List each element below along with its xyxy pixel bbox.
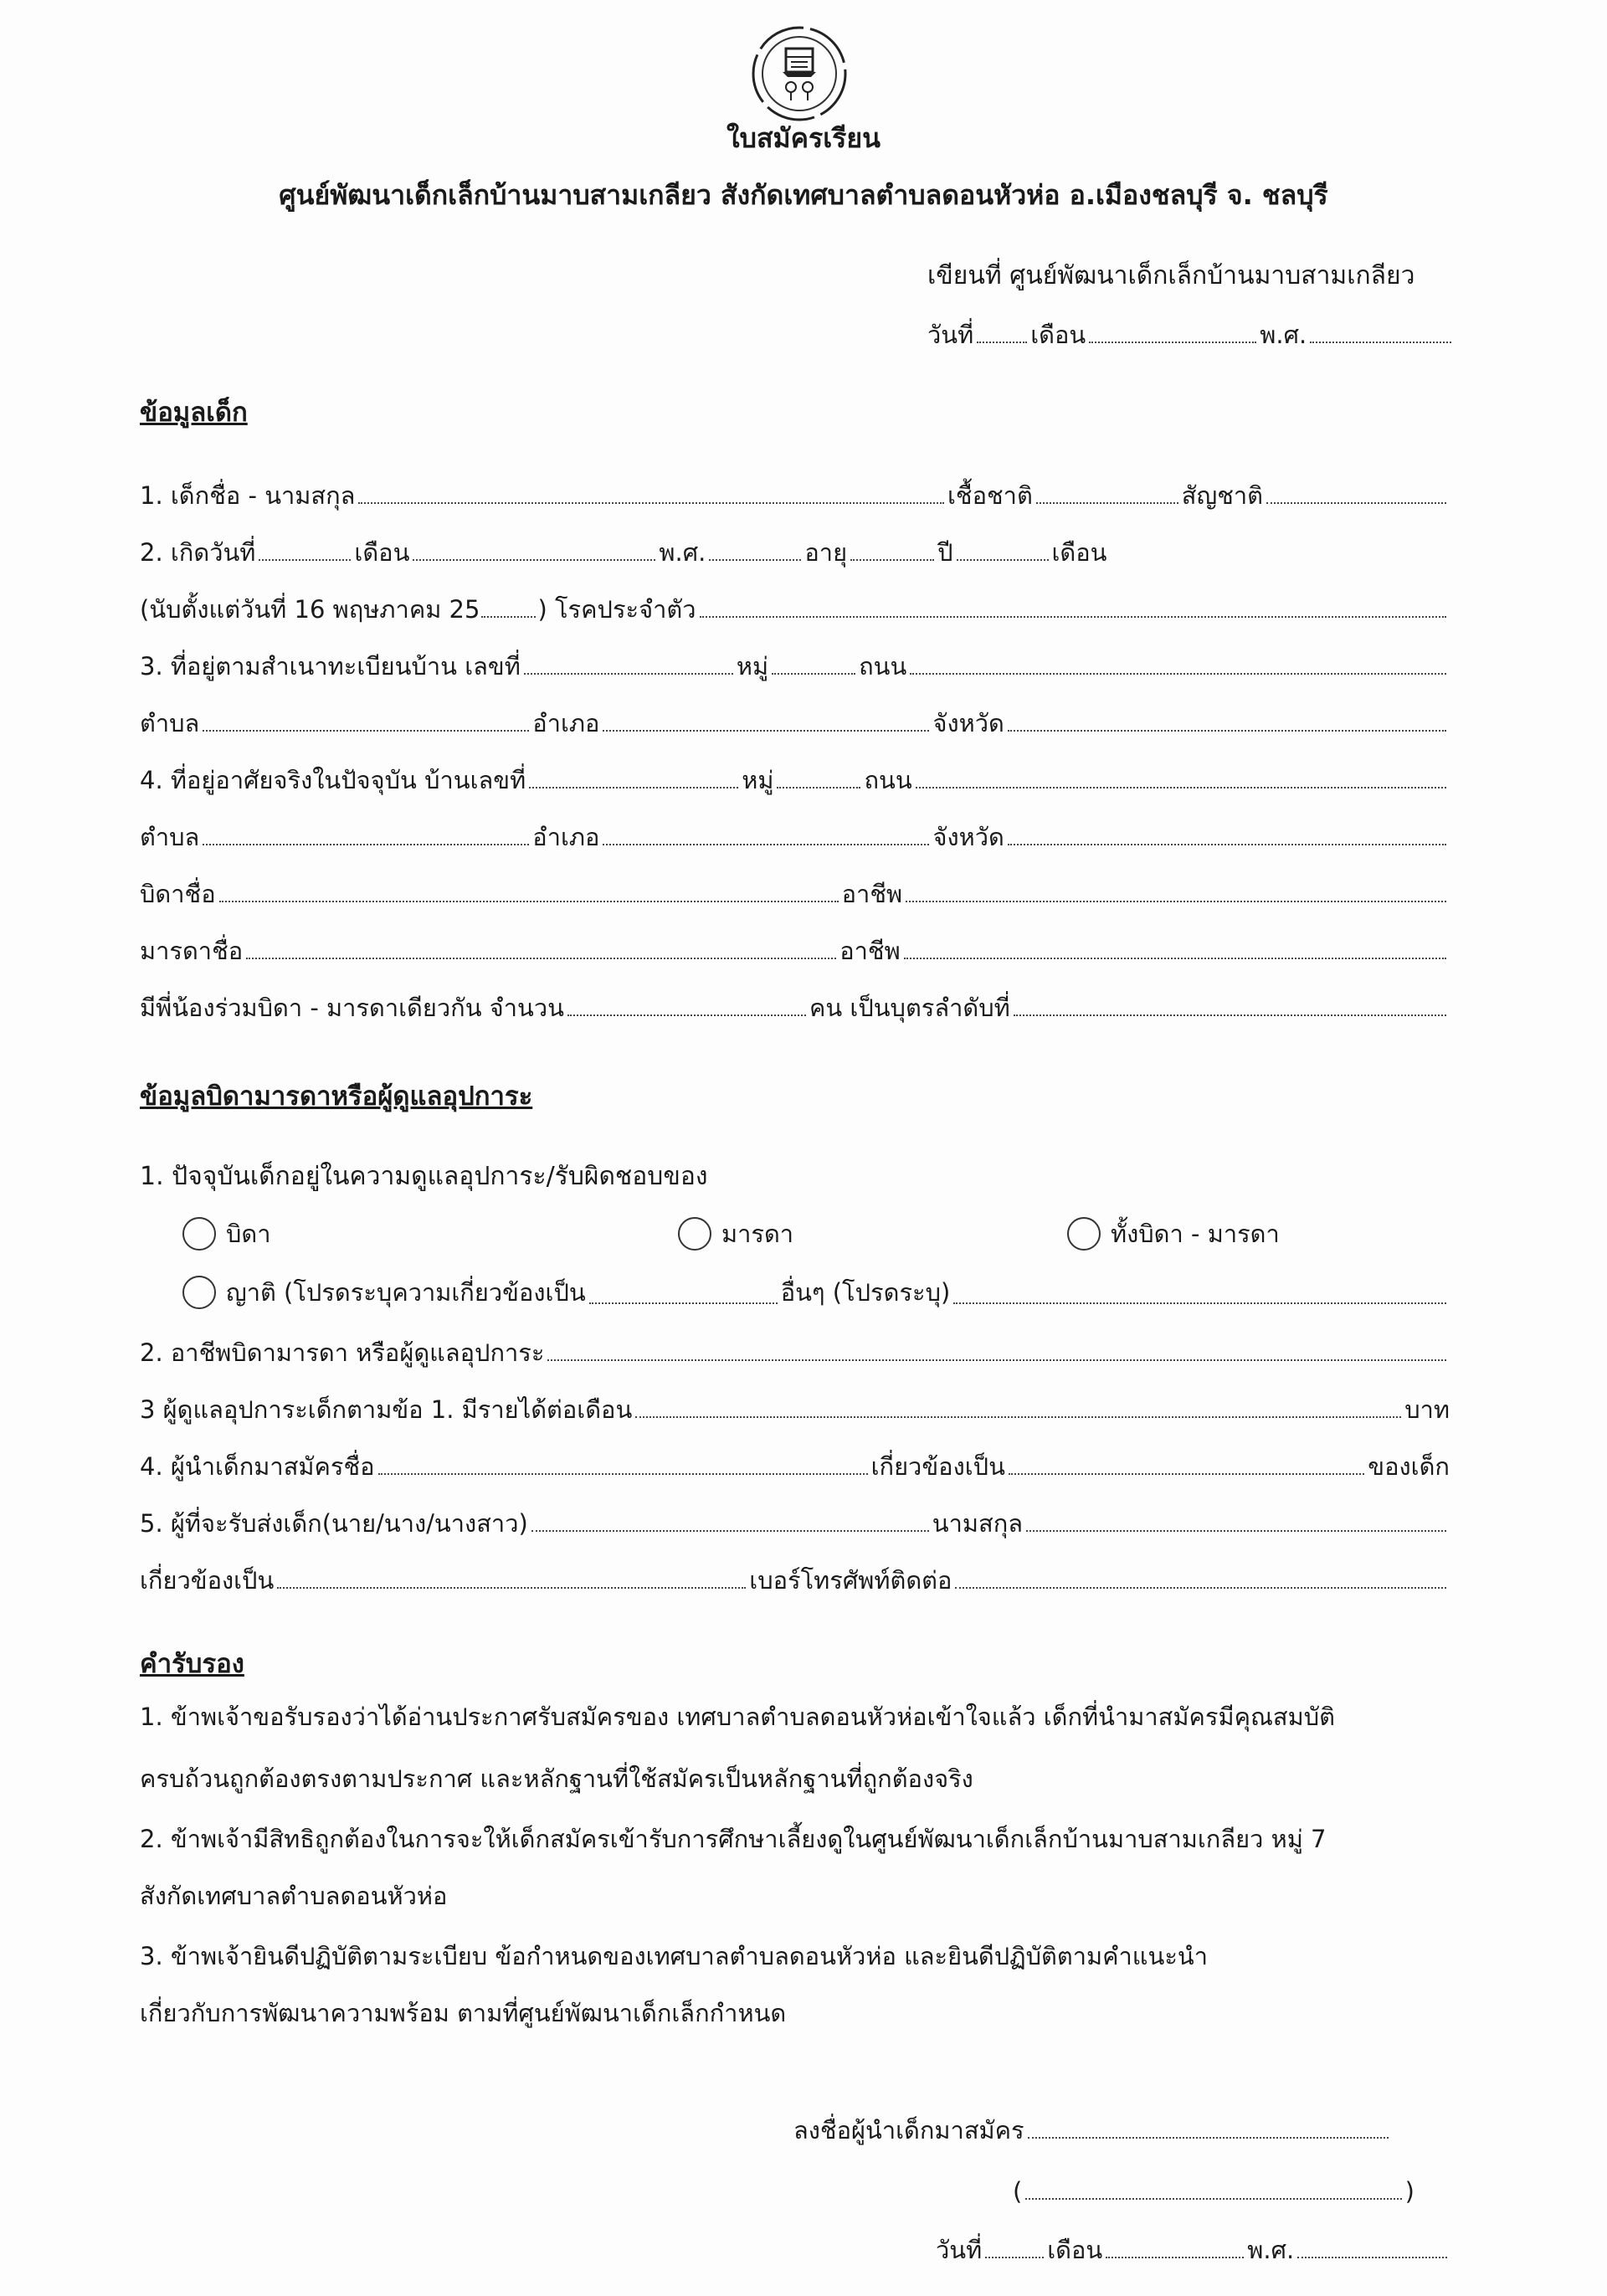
form-subtitle: ศูนย์พัฒนาเด็กเล็กบ้านมาบสามเกลียว สังกัดเทศบาลตำบลดอนหัวห่อ อ.เมืองชลบุรี จ. ชลบุรี [279, 179, 1328, 211]
pickup-surname-label: นามสกุล [932, 1509, 1024, 1538]
child-info-heading: ข้อมูลเด็ก [140, 398, 248, 428]
header-date-row [927, 318, 1455, 352]
father-name-field[interactable] [219, 879, 839, 902]
guardian-income-field[interactable] [635, 1395, 1401, 1418]
radio-circle-icon[interactable] [678, 1217, 711, 1251]
father-label: บิดาชื่อ [140, 880, 216, 908]
current-changwat-field[interactable] [1008, 822, 1446, 845]
age-years-label: ปี [937, 538, 953, 567]
race-field[interactable] [1036, 480, 1178, 504]
birth-year-field[interactable] [709, 537, 801, 561]
registered-changwat-field[interactable] [1008, 708, 1446, 732]
date-month-field[interactable] [1089, 320, 1256, 343]
sign-date-month-label: เดือน [1047, 2236, 1103, 2264]
current-address-label: 4. ที่อยู่อาศัยจริงในปัจจุบัน บ้านเลขที่ [140, 766, 526, 794]
pickup-relation-row [140, 1564, 1450, 1597]
phone-label: เบอร์โทรศัพท์ติดต่อ [749, 1566, 952, 1595]
date-year-field[interactable] [1310, 320, 1451, 343]
age-months-field[interactable] [957, 537, 1049, 561]
certification-heading: คำรับรอง [140, 1649, 244, 1679]
registered-moo-label: หมู่ [736, 652, 769, 681]
printed-name-field[interactable] [1025, 2176, 1401, 2200]
tambon-label: ตำบล [140, 823, 200, 851]
pickup-surname-field[interactable] [1026, 1508, 1446, 1532]
father-row [140, 877, 1450, 911]
guardian-occupation-label: 2. อาชีพบิดามารดา หรือผู้ดูแลอุปการะ [140, 1338, 545, 1367]
mother-name-field[interactable] [246, 936, 836, 959]
option-relative-row [182, 1276, 1450, 1309]
option-father[interactable] [182, 1217, 271, 1251]
sign-date-year-field[interactable] [1297, 2235, 1447, 2258]
nationality-label: สัญชาติ [1181, 481, 1263, 510]
guardian-question-1: 1. ปัจจุบันเด็กอยู่ในความดูแลอุปการะ/รับผิดชอบของ [140, 1162, 708, 1191]
registered-road-field[interactable] [910, 651, 1446, 675]
date-day-label: วันที่ [927, 321, 974, 349]
certify-para-2a: 2. ข้าพเจ้ามีสิทธิถูกต้องในการจะให้เด็กสมัครเข้ารับการศึกษาเลี้ยงดูในศูนย์พัฒนาเด็กเล็กบ้านมาบสามเกลียว หมู่ 7 [140, 1825, 1327, 1853]
child-disease-row [140, 593, 1450, 626]
option-mother-label: มารดา [721, 1220, 794, 1248]
pickup-person-row [140, 1507, 1450, 1540]
siblings-count-field[interactable] [567, 993, 806, 1016]
sign-date-day-label: วันที่ [936, 2236, 983, 2264]
radio-circle-icon[interactable] [182, 1217, 216, 1251]
age-months-label: เดือน [1051, 538, 1107, 567]
birth-year-label: พ.ศ. [659, 538, 706, 567]
sign-date-year-label: พ.ศ. [1247, 2236, 1295, 2264]
current-moo-label: หมู่ [742, 766, 774, 794]
child-name-field[interactable] [358, 480, 944, 504]
age-years-field[interactable] [850, 537, 934, 561]
radio-circle-icon[interactable] [182, 1276, 216, 1309]
current-road-label: ถนน [864, 766, 912, 794]
option-relative-label: ญาติ (โปรดระบุความเกี่ยวข้องเป็น [226, 1278, 586, 1307]
guardian-income-label: 3 ผู้ดูแลอุปการะเด็กตามข้อ 1. มีรายได้ต่อเดือน [140, 1395, 633, 1424]
date-year-label: พ.ศ. [1260, 321, 1307, 349]
tambon-label: ตำบล [140, 709, 200, 737]
age-label: อายุ [804, 538, 848, 567]
siblings-label: มีพี่น้องร่วมบิดา - มารดาเดียวกัน จำนวน [140, 994, 564, 1022]
registered-moo-field[interactable] [772, 651, 855, 675]
of-child-label: ของเด็ก [1368, 1452, 1450, 1481]
signature-label: ลงชื่อผู้นำเด็กมาสมัคร [793, 2116, 1024, 2144]
sign-date-day-field[interactable] [985, 2235, 1044, 2258]
printed-name-row [1013, 2175, 1414, 2208]
birth-month-field[interactable] [413, 537, 655, 561]
applicant-name-label: 4. ผู้นำเด็กมาสมัครชื่อ [140, 1452, 375, 1481]
guardian-income-row [140, 1393, 1450, 1426]
mother-label: มารดาชื่อ [140, 937, 244, 965]
certify-para-1a: 1. ข้าพเจ้าขอรับรองว่าได้อ่านประกาศรับสมัครของ เทศบาลตำบลดอนหัวห่อเข้าใจแล้ว เด็กที่นำมาสมัครมีคุณสมบัติ [140, 1703, 1335, 1731]
current-road-field[interactable] [916, 765, 1446, 788]
certify-para-3b: เกี่ยวกับการพัฒนาความพร้อม ตามที่ศูนย์พัฒนาเด็กเล็กกำหนด [140, 1999, 787, 2027]
race-label: เชื้อชาติ [947, 481, 1033, 510]
certify-para-3a: 3. ข้าพเจ้ายินดีปฏิบัติตามระเบียบ ข้อกำหนดของเทศบาลตำบลดอนหัวห่อ และยินดีปฏิบัติตามคำแนะนำ [140, 1942, 1208, 1970]
other-specify-field[interactable] [953, 1281, 1446, 1304]
paren-close: ) [1404, 2177, 1414, 2206]
written-at: เขียนที่ ศูนย์พัฒนาเด็กเล็กบ้านมาบสามเกลียว [927, 261, 1415, 290]
siblings-row [140, 991, 1450, 1025]
current-tambon-field[interactable] [203, 822, 529, 845]
nationality-field[interactable] [1266, 480, 1446, 504]
signature-row [793, 2114, 1392, 2147]
certify-para-1b: ครบถ้วนถูกต้องตรงตามประกาศ และหลักฐานที่ใช้สมัครเป็นหลักฐานที่ถูกต้องจริง [140, 1764, 973, 1793]
form-title: ใบสมัครเรียน [726, 122, 881, 154]
mother-occupation-field[interactable] [904, 936, 1446, 959]
option-father-label: บิดา [226, 1220, 271, 1248]
registered-house-no-field[interactable] [524, 651, 733, 675]
pickup-name-field[interactable] [531, 1508, 929, 1532]
date-day-field[interactable] [977, 320, 1027, 343]
guardian-occupation-field[interactable] [547, 1338, 1446, 1361]
mother-row [140, 934, 1450, 968]
registered-address-label: 3. ที่อยู่ตามสำเนาทะเบียนบ้าน เลขที่ [140, 652, 521, 681]
date-month-label: เดือน [1030, 321, 1086, 349]
phone-field[interactable] [955, 1565, 1446, 1589]
baht-label: บาท [1404, 1395, 1450, 1424]
birth-month-label: เดือน [354, 538, 410, 567]
applicant-row [140, 1450, 1450, 1483]
registered-district-row [140, 706, 1450, 740]
current-moo-field[interactable] [777, 765, 860, 788]
option-other-label: อื่นๆ (โปรดระบุ) [780, 1278, 951, 1307]
count-year-field[interactable] [481, 594, 536, 618]
signature-date-row [936, 2233, 1450, 2267]
relative-relation-field[interactable] [589, 1281, 778, 1304]
applicant-name-field[interactable] [378, 1451, 868, 1475]
registered-road-label: ถนน [859, 652, 907, 681]
count-from-label: (นับตั้งแต่วันที่ 16 พฤษภาคม 25 [140, 595, 480, 624]
signature-field[interactable] [1028, 2115, 1389, 2139]
guardian-occupation-row [140, 1336, 1450, 1369]
current-amphoe-field[interactable] [603, 822, 929, 845]
certify-para-2b: สังกัดเทศบาลตำบลดอนหัวห่อ [140, 1882, 448, 1910]
sign-date-month-field[interactable] [1106, 2235, 1244, 2258]
birth-order-field[interactable] [1014, 993, 1446, 1016]
pickup-name-label: 5. ผู้ที่จะรับส่งเด็ก(นาย/นาง/นางสาว) [140, 1509, 528, 1538]
child-name-row [140, 479, 1450, 512]
registered-amphoe-field[interactable] [603, 708, 929, 732]
father-occupation-field[interactable] [906, 879, 1446, 902]
mother-occupation-label: อาชีพ [839, 937, 901, 965]
amphoe-label: อำเภอ [532, 709, 600, 737]
changwat-label: จังหวัด [932, 709, 1004, 737]
guardian-info-heading: ข้อมูลบิดามารดาหรือผู้ดูแลอุปการะ [140, 1081, 533, 1112]
radio-circle-icon[interactable] [1067, 1217, 1101, 1251]
father-occupation-label: อาชีพ [841, 880, 903, 908]
registered-address-row [140, 650, 1450, 683]
birth-order-label: คน เป็นบุตรลำดับที่ [809, 994, 1010, 1022]
disease-label: ) โรคประจำตัว [537, 595, 696, 624]
option-mother[interactable] [678, 1217, 793, 1251]
current-house-no-field[interactable] [529, 765, 738, 788]
disease-field[interactable] [700, 594, 1447, 618]
birth-day-label: 2. เกิดวันที่ [140, 538, 256, 567]
child-name-label: 1. เด็กชื่อ - นามสกุล [140, 481, 356, 510]
registered-tambon-field[interactable] [203, 708, 529, 732]
birth-day-field[interactable] [259, 537, 351, 561]
current-district-row [140, 820, 1450, 854]
applicant-relation-field[interactable] [1009, 1451, 1364, 1475]
changwat-label: จังหวัด [932, 823, 1004, 851]
current-address-row [140, 763, 1450, 797]
paren-open: ( [1013, 2177, 1023, 2206]
applicant-relation-label: เกี่ยวข้องเป็น [870, 1452, 1005, 1481]
pickup-relation-label: เกี่ยวข้องเป็น [140, 1566, 275, 1595]
option-both-parents[interactable] [1067, 1217, 1280, 1251]
option-both-label: ทั้งบิดา - มารดา [1111, 1220, 1280, 1248]
child-birth-row [140, 536, 1178, 569]
pickup-relation-field[interactable] [277, 1565, 746, 1589]
amphoe-label: อำเภอ [532, 823, 600, 851]
municipal-seal-icon [749, 23, 850, 124]
